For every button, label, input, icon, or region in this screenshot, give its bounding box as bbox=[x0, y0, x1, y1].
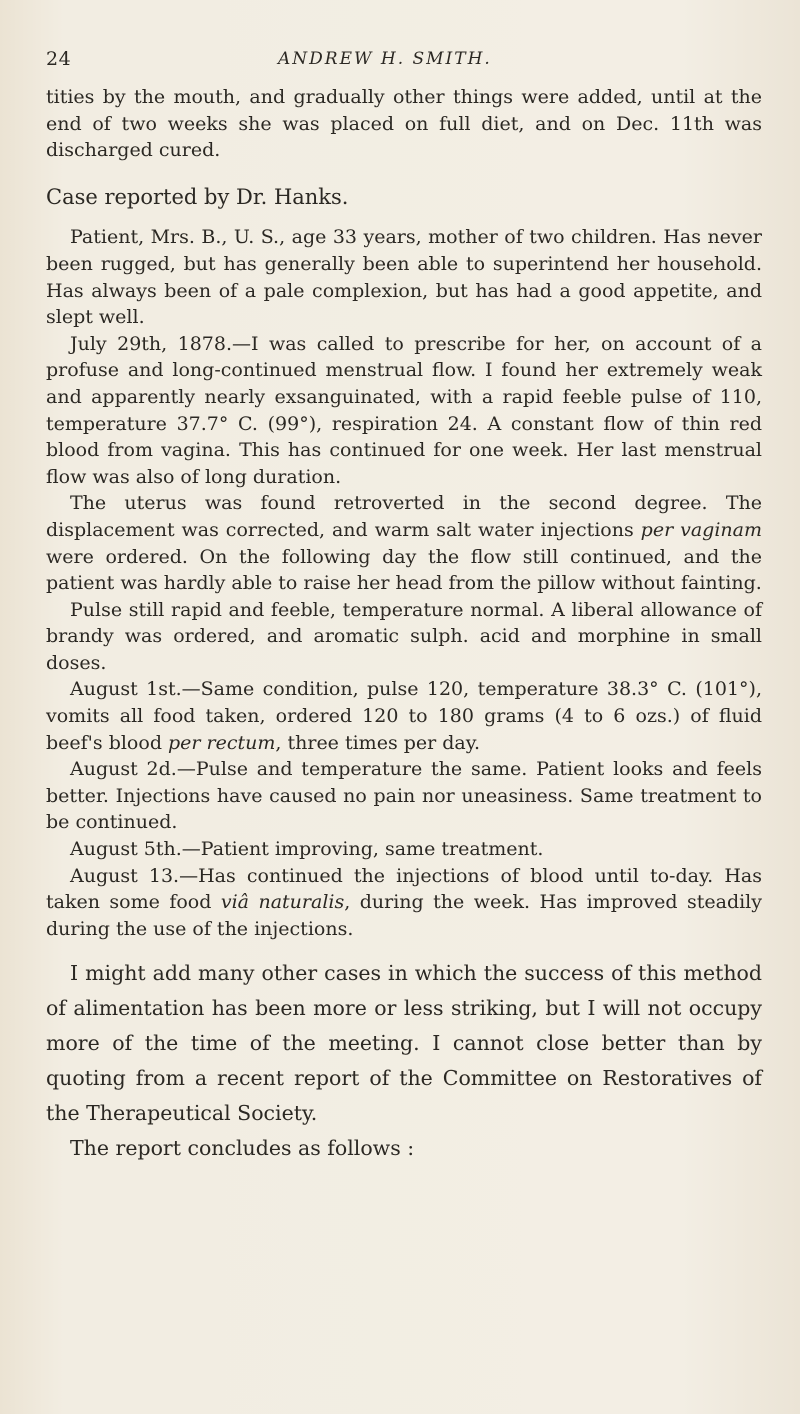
paragraph-continuation: tities by the mouth, and gradually other things were added, until at the end of two weeks she was placed on full diet, and on Dec. 11th was discharged cured. bbox=[46, 86, 762, 162]
body-text bbox=[46, 84, 762, 1166]
paragraph-closing: I might add many other cases in which the success of this method of alimentation has been more or less striking, but I will not occupy more of the time of the meeting. I cannot close better than by quoting from a recent report of the Committee on Restoratives of the Therapeutical Society. bbox=[46, 961, 762, 1126]
text-run: The uterus was found retroverted in the second degree. The displacement was corrected, and warm salt water injections bbox=[46, 492, 762, 541]
page-number: 24 bbox=[46, 48, 72, 70]
text-run: were ordered. On the following day the flow still continued, and the patient was hardly able to raise her head from the pillow without fainting. bbox=[46, 545, 762, 595]
paragraph-august-13 bbox=[46, 863, 762, 943]
text-run: , three times per day. bbox=[275, 731, 480, 754]
italic-phrase: viâ naturalis bbox=[220, 891, 345, 914]
paragraph-report-intro: The report concludes as follows : bbox=[70, 1136, 415, 1161]
running-head bbox=[46, 48, 762, 72]
text-run: August 1st.—Same condition, pulse 120, temperature 38.3° C. (101°), vomits all food taken, ordered 120 to 180 grams (4 to 6 ozs.) of fluid beef's blood bbox=[46, 678, 762, 754]
italic-phrase: per vaginam bbox=[640, 518, 762, 541]
paragraph-august-1 bbox=[46, 676, 762, 756]
paragraph-patient-history: Patient, Mrs. B., U. S., age 33 years, mother of two children. Has never been rugged, but has generally been able to superintend her household. Has always been of a pale complexion, but has had a good appetite, and slept well. bbox=[46, 226, 762, 329]
case-heading: Case reported by Dr. Hanks. bbox=[46, 184, 349, 209]
italic-phrase: per rectum bbox=[168, 731, 276, 754]
text-run: , during the week. Has improved steadily during the use of the injections. bbox=[46, 891, 762, 940]
running-title: ANDREW H. SMITH. bbox=[278, 49, 492, 69]
text-run: August 13.—Has continued the injections of blood until to-day. Has taken some food bbox=[46, 864, 762, 914]
paragraph-august-2: August 2d.—Pulse and temperature the same. Patient looks and feels better. Injections have caused no pain nor uneasiness. Same treatment to be continued. bbox=[46, 758, 762, 834]
paragraph-july-29: July 29th, 1878.—I was called to prescribe for her, on account of a profuse and long-continued menstrual flow. I found her extremely weak and apparently nearly exsanguinated, with a rapid feeble pulse of 110, temperature 37.7° C. (99°), respiration 24. A constant flow of thin red blood from vagina. This has continued for one week. Her last menstrual flow was also of long duration. bbox=[46, 332, 762, 488]
paragraph-august-5: August 5th.—Patient improving, same treatment. bbox=[70, 838, 544, 861]
paragraph-uterus bbox=[46, 490, 762, 596]
paragraph-pulse: Pulse still rapid and feeble, temperature normal. A liberal allowance of brandy was ordered, and aromatic sulph. acid and morphine in small doses. bbox=[46, 598, 762, 674]
